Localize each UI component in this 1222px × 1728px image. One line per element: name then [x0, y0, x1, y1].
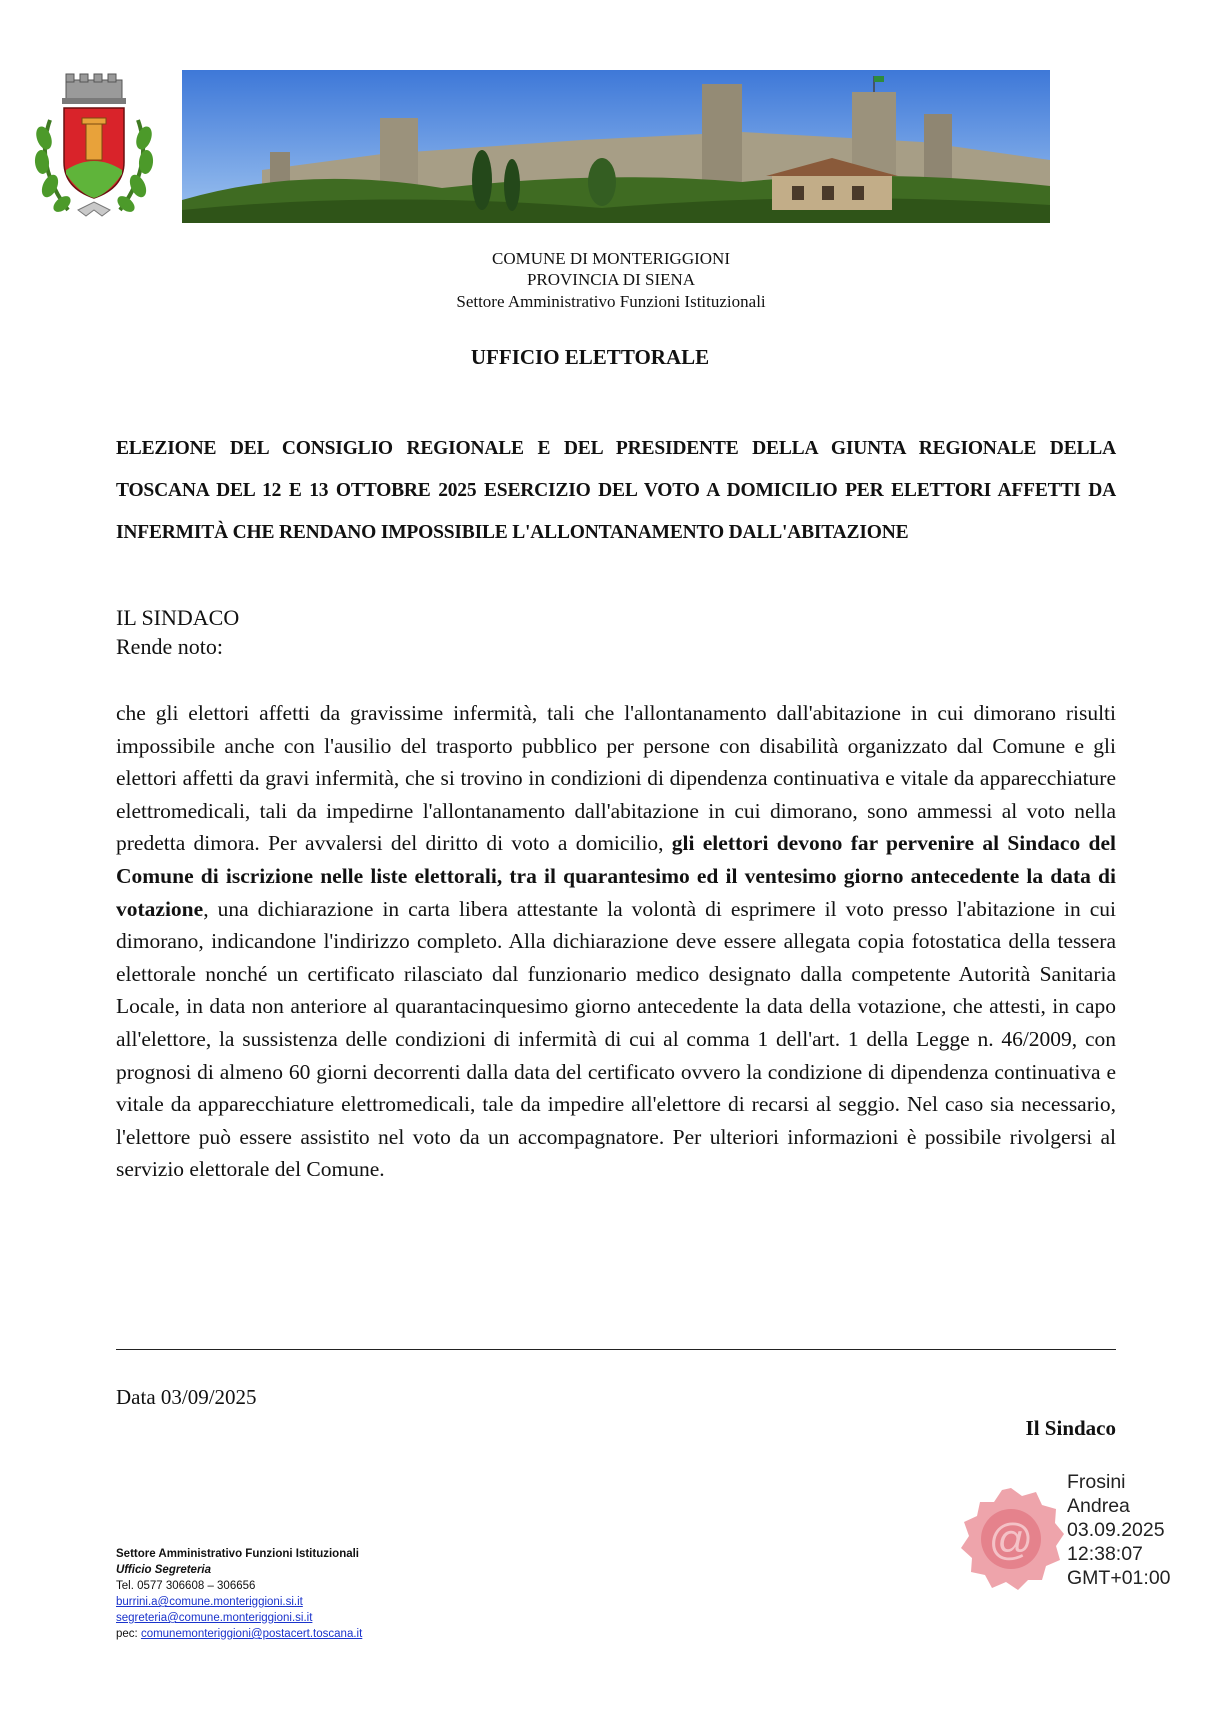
- signer-first-name: Frosini: [1067, 1471, 1126, 1493]
- footer-pec-link[interactable]: comunemonteriggioni@postacert.toscana.it: [140, 1628, 363, 1640]
- announcement-subheading: Rende noto:: [116, 634, 223, 659]
- municipal-crest-icon: [28, 70, 160, 230]
- signature-timezone: GMT+01:00: [1067, 1567, 1171, 1589]
- footer-contacts: [116, 1546, 362, 1642]
- footer-department: Settore Amministrativo Funzioni Istituzionali: [116, 1548, 360, 1560]
- announcement-heading: IL SINDACO: [116, 605, 240, 630]
- divider-line: [116, 1349, 1116, 1350]
- footer-office: Ufficio Segreteria: [116, 1564, 212, 1576]
- signature-date: 03.09.2025: [1067, 1519, 1165, 1541]
- election-title: ELEZIONE DEL CONSIGLIO REGIONALE E DEL PRESIDENTE DELLA GIUNTA REGIONALE DELLA TOSCANA DEL 12 E 13 OTTOBRE 2025 ESERCIZIO DEL VOTO A DOMICILIO PER ELETTORI AFFETTI DA INFERMITÀ CHE RENDANO IMPOSSIBILE L'ALLONTANAMENTO DALL'ABITAZIONE: [116, 438, 1116, 543]
- digital-signature-seal-icon: [956, 1484, 1066, 1594]
- announcement-body: [116, 697, 1116, 1186]
- document-date: Data 03/09/2025: [116, 1385, 257, 1409]
- body-text-part1: che gli elettori affetti da gravissime infermità, tali che l'allontanamento dall'abitazione in cui dimorano risulti impossibile anche con l'ausilio del trasporto pubblico per persone con disabilità organizzato dal Comune e gli elettori affetti da gravi infermità, che si trovino in condizioni di dipendenza continuativa e vitale da apparecchiature elettromedicali, tali da impedirne l'allontanamento dall'abitazione in cui dimorano, sono ammessi al voto nella predetta dimora. Per avvalersi del diritto di voto a domicilio,: [116, 701, 1116, 856]
- footer-pec-label: pec:: [116, 1628, 141, 1640]
- body-text-part2: , una dichiarazione in carta libera attestante la volontà di esprimere il voto presso l'abitazione in cui dimorano, indicandone l'indirizzo completo. Alla dichiarazione deve essere allegata copia fotostatica della tessera elettorale nonché un certificato rilasciato dal funzionario medico designato dalla competente Autorità Sanitaria Locale, in data non anteriore al quarantacinquesimo giorno antecedente la data della votazione, che attesti, in capo all'elettore, la sussistenza delle condizioni di infermità di cui al comma 1 dell'art. 1 della Legge n. 46/2009, con prognosi di almeno 60 giorni decorrenti dalla data del certificato ovvero la condizione di dipendenza continuativa e vitale da apparecchiature elettromedicali, tale da impedire all'elettore di recarsi al seggio. Nel caso sia necessario, l'elettore può essere assistito nel voto da un accompagnatore. Per ulteriori informazioni è possibile rivolgersi al servizio elettorale del Comune.: [116, 896, 1116, 1182]
- department-name: Settore Amministrativo Funzioni Istituzionali: [456, 292, 766, 311]
- signer-last-name: Andrea: [1067, 1495, 1130, 1517]
- footer-phone: Tel. 0577 306608 – 306656: [116, 1580, 256, 1592]
- svg-text:@: @: [988, 1515, 1034, 1564]
- signature-time: 12:38:07: [1067, 1543, 1143, 1565]
- office-title: UFFICIO ELETTORALE: [470, 345, 710, 369]
- municipality-name: COMUNE DI MONTERIGGIONI: [492, 249, 730, 268]
- digital-signature-info: [1067, 1470, 1171, 1590]
- body-text-bold: gli elettori devono far pervenire al Sindaco del Comune di iscrizione nelle liste elettorali, tra il quarantesimo ed il ventesimo giorno antecedente la data di votazione: [116, 831, 1116, 921]
- monteriggioni-walls-photo: [182, 70, 1050, 223]
- province-name: PROVINCIA DI SIENA: [526, 270, 696, 289]
- footer-email-link-1[interactable]: burrini.a@comune.monteriggioni.si.it: [116, 1596, 303, 1608]
- signer-role: Il Sindaco: [1025, 1416, 1116, 1440]
- footer-email-link-2[interactable]: segreteria@comune.monteriggioni.si.it: [116, 1612, 313, 1624]
